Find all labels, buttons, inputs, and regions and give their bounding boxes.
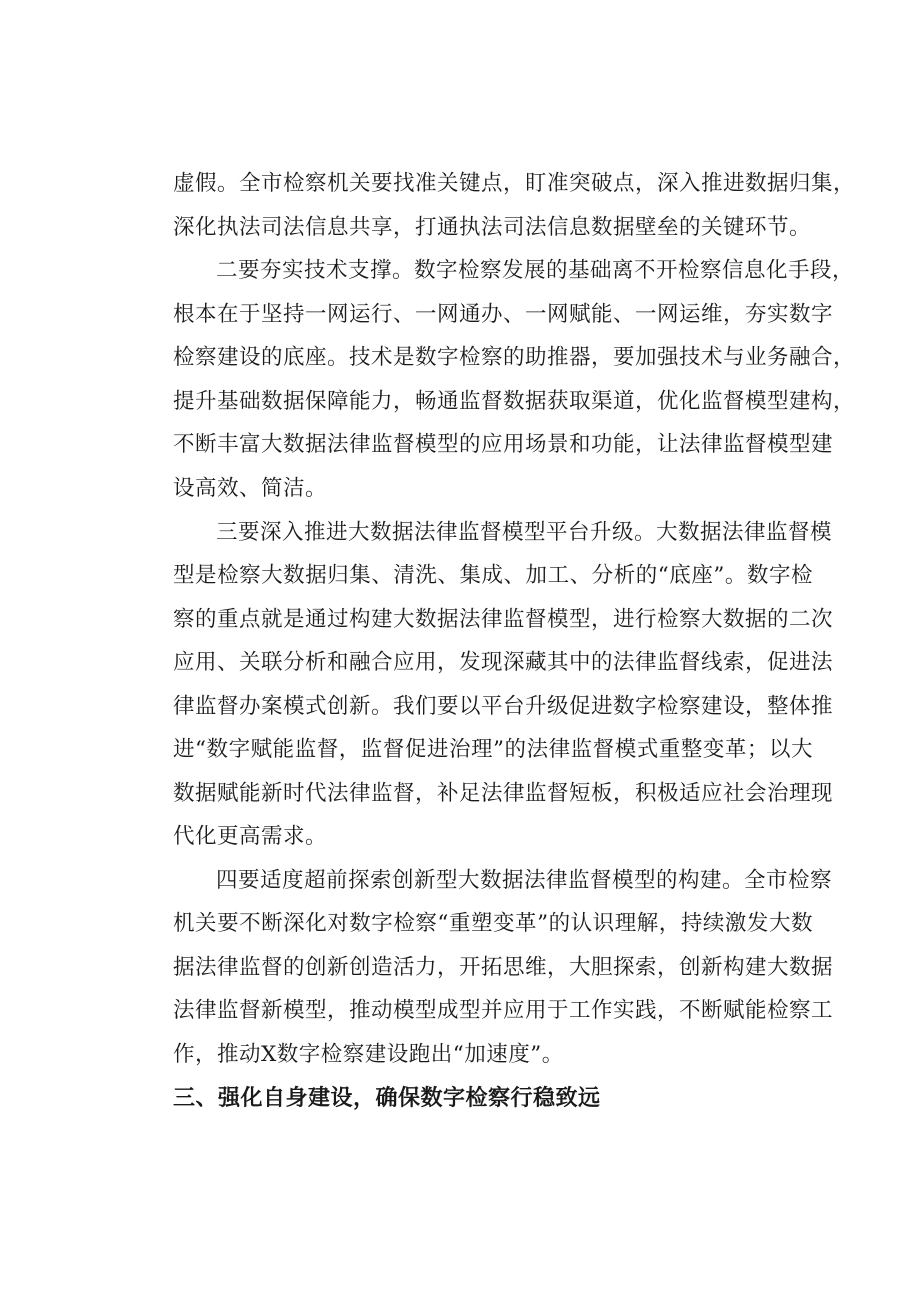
paragraph-1-line-1: 虚假。全市检察机关要找准关键点，盯准突破点，深入推进数据归集， <box>173 171 856 196</box>
paragraph-3-line-3: 察的重点就是通过构建大数据法律监督模型，进行检察大数据的二次 <box>173 607 834 632</box>
paragraph-4-line-5: 作，推动X数字检察建设跑出“加速度”。 <box>173 1042 564 1067</box>
paragraph-3-line-7: 数据赋能新时代法律监督，补足法律监督短板，积极适应社会治理现 <box>173 781 834 806</box>
paragraph-3-line-6: 进“数字赋能监督，监督促进治理”的法律监督模式重整变革；以大 <box>173 737 813 762</box>
paragraph-3-line-2: 型是检察大数据归集、清洗、集成、加工、分析的“底座”。数字检 <box>173 563 813 588</box>
paragraph-3-line-4: 应用、关联分析和融合应用，发现深藏其中的法律监督线索，促进法 <box>173 650 834 675</box>
paragraph-3-line-8: 代化更高需求。 <box>173 824 328 849</box>
paragraph-4-line-3: 据法律监督的创新创造活力，开拓思维，大胆探索，创新构建大数据 <box>173 955 834 980</box>
paragraph-2-line-2: 根本在于坚持一网运行、一网通办、一网赋能、一网运维，夯实数字 <box>173 302 834 327</box>
paragraph-2-line-5: 不断丰富大数据法律监督模型的应用场景和功能，让法律监督模型建 <box>173 432 834 457</box>
paragraph-2-line-4: 提升基础数据保障能力，畅通监督数据获取渠道，优化监督模型建构， <box>173 389 856 414</box>
paragraph-4-line-4: 法律监督新模型，推动模型成型并应用于工作实践，不断赋能检察工 <box>173 998 834 1023</box>
paragraph-3-line-1-text: 三要深入推进大数据法律监督模型平台升级。大数据法律监督模 <box>216 520 833 545</box>
paragraph-2-line-6: 设高效、简洁。 <box>173 476 328 501</box>
paragraph-3-line-5: 律监督办案模式创新。我们要以平台升级促进数字检察建设，整体推 <box>173 694 834 719</box>
paragraph-3-line-1 <box>173 513 833 553</box>
paragraph-4-line-2: 机关要不断深化对数字检察“重塑变革”的认识理解，持续激发大数 <box>173 911 813 936</box>
paragraph-4-line-1-text: 四要适度超前探索创新型大数据法律监督模型的构建。全市检察 <box>216 868 833 893</box>
paragraph-2-line-1-text: 二要夯实技术支撑。数字检察发展的基础离不开检察信息化手段， <box>216 258 855 283</box>
paragraph-1-line-2: 深化执法司法信息共享，打通执法司法信息数据壁垒的关键环节。 <box>173 215 812 240</box>
paragraph-4-line-1 <box>173 861 833 901</box>
paragraph-2-line-1 <box>173 251 855 291</box>
paragraph-2-line-3: 检察建设的底座。技术是数字检察的助推器，要加强技术与业务融合， <box>173 345 856 370</box>
section-heading: 三、强化自身建设，确保数字检察行稳致远 <box>173 1086 601 1111</box>
